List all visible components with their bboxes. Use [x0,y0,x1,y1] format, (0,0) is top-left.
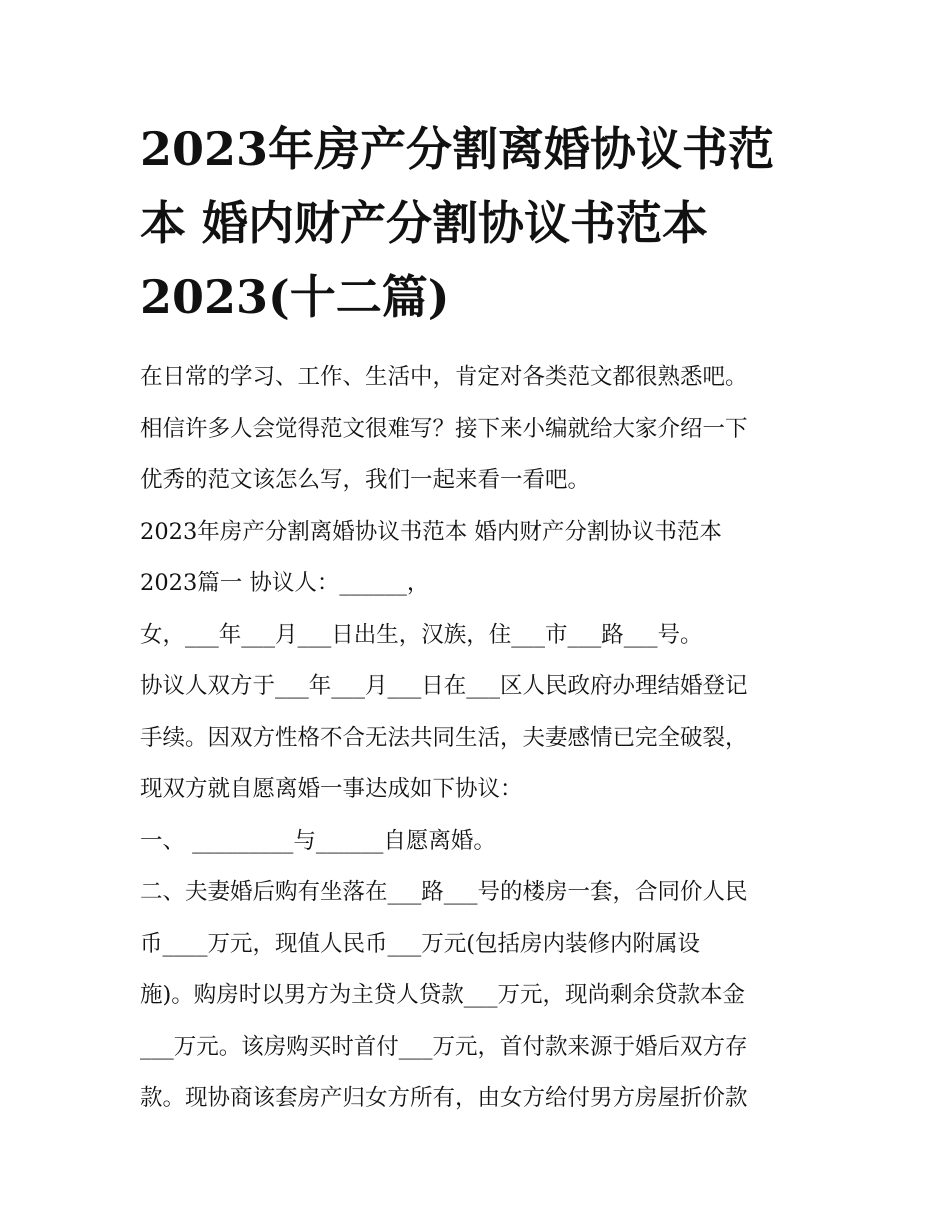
body-line-9: 现双方就自愿离婚一事达成如下协议： [140,776,523,802]
title-line-3: 2023(十二篇) [140,270,450,324]
body-line-10: 一、 _________与______自愿离婚。 [140,827,496,854]
body-line-12: 币____万元，现值人民币___万元(包括房内装修内附属设 [140,930,701,957]
body-line-7: 协议人双方于___年___月___日在___区人民政府办理结婚登记 [140,673,748,699]
body-line-5: 2023篇一 协议人：______， [140,570,430,596]
body-line-1: 在日常的学习、工作、生活中，肯定对各类范文都很熟悉吧。 [140,364,748,390]
title-line-1: 2023年房产分割离婚协议书范 [140,122,775,176]
body-line-14: ___万元。该房购买时首付___万元，首付款来源于婚后双方存 [140,1033,748,1060]
body-line-13: 施)。购房时以男方为主贷人贷款___万元，现尚剩余贷款本金 [140,982,746,1008]
body-line-3: 优秀的范文该怎么写，我们一起来看一看吧。 [140,467,591,493]
document-title [140,112,820,334]
body-line-4: 2023年房产分割离婚协议书范本 婚内财产分割协议书范本 [140,518,722,545]
title-line-2: 本 婚内财产分割协议书范本 [140,196,709,250]
body-line-2: 相信许多人会觉得范文很难写？接下来小编就给大家介绍一下 [140,415,748,442]
body-line-11: 二、夫妻婚后购有坐落在___路___号的楼房一套，合同价人民 [140,879,748,905]
body-line-15: 款。现协商该套房产归女方所有，由女方给付男方房屋折价款 [140,1085,748,1111]
body-line-6: 女，___年___月___日出生，汉族，住___市___路___号。 [140,621,703,648]
document-body [140,352,820,1125]
document-page [140,112,820,1125]
body-line-8: 手续。因双方性格不合无法共同生活，夫妻感情已完全破裂， [140,724,748,751]
